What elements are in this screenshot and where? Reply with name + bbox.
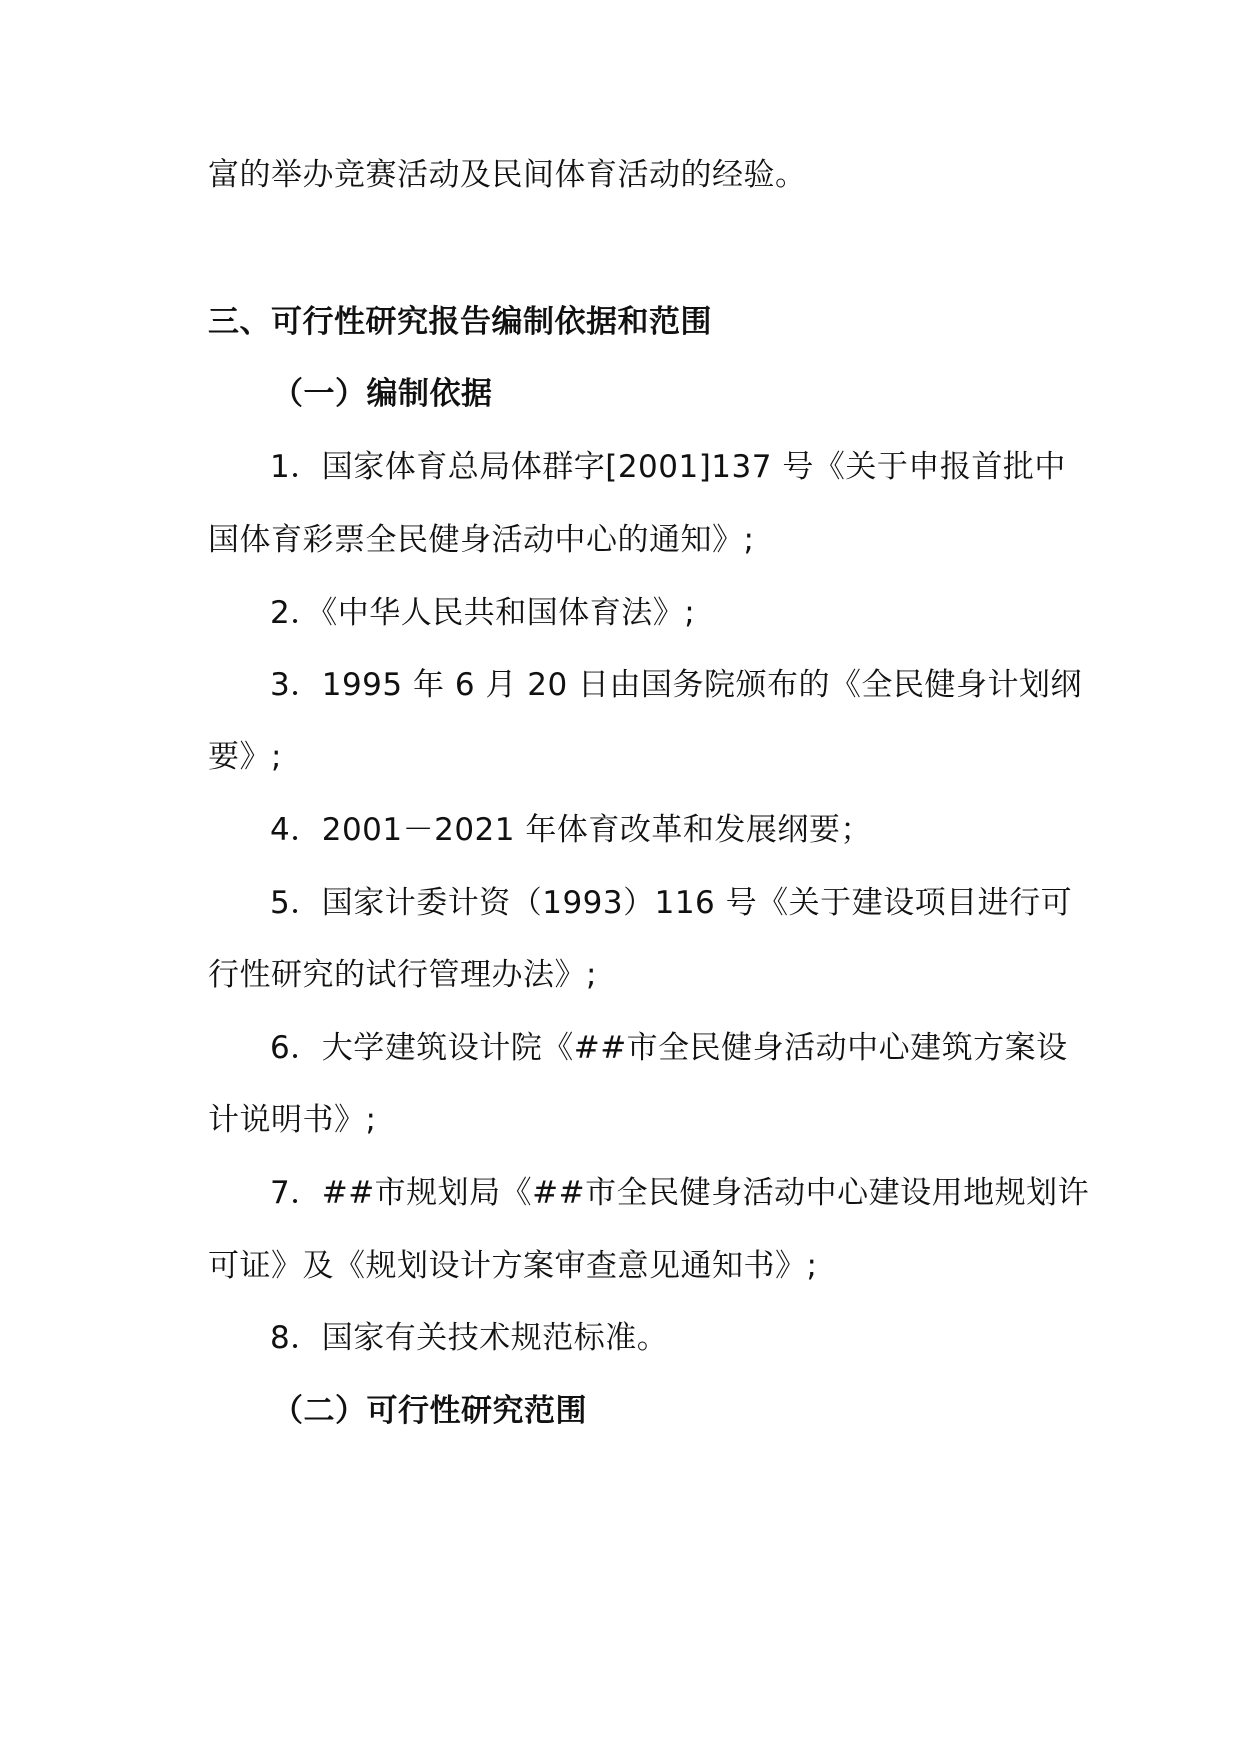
basis-item-3-line-2: 要》;: [208, 739, 282, 775]
basis-item-5-line-1: 5．国家计委计资（1993）116 号《关于建设项目进行可: [270, 885, 1073, 921]
basis-item-3-line-1: 3．1995 年 6 月 20 日由国务院颁布的《全民健身计划纲: [270, 667, 1083, 703]
subsection-heading-2: （二）可行性研究范围: [272, 1393, 587, 1429]
basis-item-7-line-1: 7．##市规划局《##市全民健身活动中心建设用地规划许: [270, 1175, 1090, 1211]
basis-item-6-line-2: 计说明书》;: [208, 1102, 377, 1138]
basis-item-5-line-2: 行性研究的试行管理办法》;: [208, 957, 597, 993]
basis-item-1-line-2: 国体育彩票全民健身活动中心的通知》;: [208, 522, 755, 558]
section-heading: 三、可行性研究报告编制依据和范围: [208, 304, 712, 340]
basis-item-7-line-2: 可证》及《规划设计方案审查意见通知书》;: [208, 1248, 818, 1284]
basis-item-6-line-1: 6．大学建筑设计院《##市全民健身活动中心建筑方案设: [270, 1030, 1068, 1066]
basis-item-1-line-1: 1．国家体育总局体群字[2001]137 号《关于申报首批中: [270, 449, 1066, 485]
paragraph-continuation: 富的举办竞赛活动及民间体育活动的经验。: [208, 157, 807, 193]
basis-item-4: 4．2001－2021 年体育改革和发展纲要；: [270, 812, 872, 848]
basis-item-8: 8．国家有关技术规范标准。: [270, 1320, 669, 1356]
subsection-heading: （一）编制依据: [272, 376, 493, 412]
basis-item-2: 2．《中华人民共和国体育法》;: [270, 595, 696, 631]
